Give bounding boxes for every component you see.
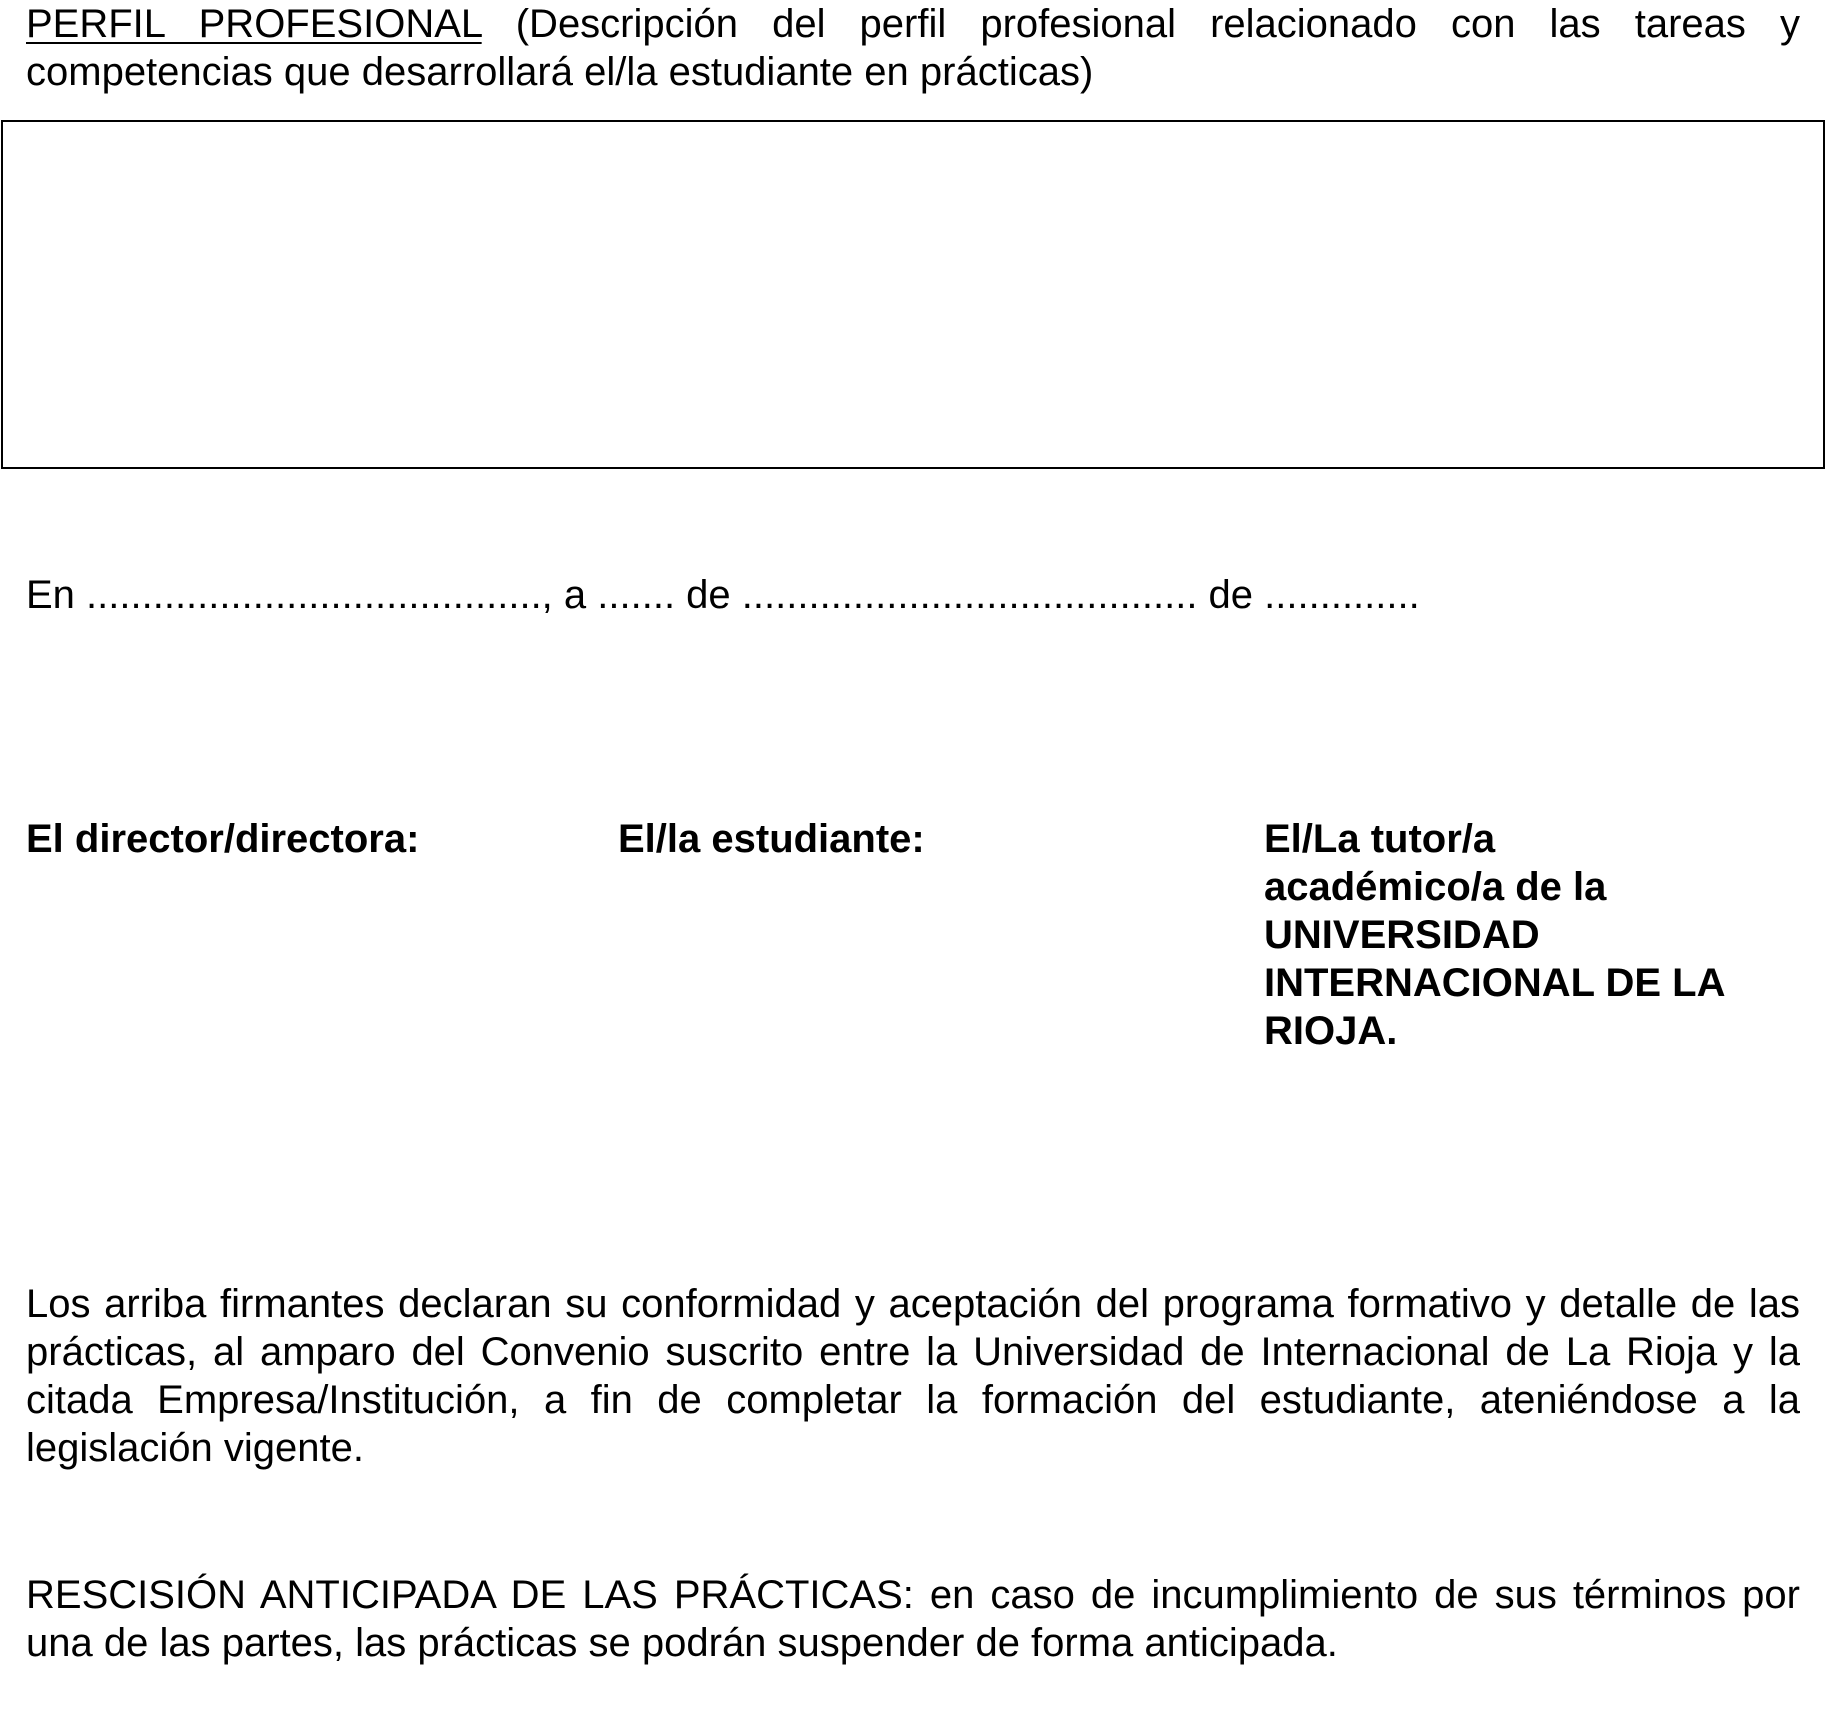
student-signature-label: El/la estudiante:	[618, 817, 925, 861]
tutor-label-line: INTERNACIONAL DE LA	[1264, 961, 1726, 1005]
profile-heading	[26, 0, 1800, 96]
tutor-label-line: UNIVERSIDAD	[1264, 913, 1540, 957]
early-rescission-clause: RESCISIÓN ANTICIPADA DE LAS PRÁCTICAS: en caso de incumplimiento de sus términos por una de las partes, las prácticas se podrán suspender de forma anticipada.	[26, 1573, 1800, 1665]
tutor-label-line: académico/a de la	[1264, 865, 1607, 909]
tutor-label-line: El/La tutor/a	[1264, 817, 1496, 861]
conformity-declaration: Los arriba firmantes declaran su conformidad y aceptación del programa formativo y detalle de las prácticas, al amparo del Convenio suscrito entre la Universidad de Internacional de La Rioja y la citada Empresa/Institución, a fin de completar la formación del estudiante, ateniéndose a la legislación vigente.	[26, 1282, 1800, 1470]
tutor-signature-label	[1264, 815, 1784, 1055]
director-signature-label: El director/directora:	[26, 817, 420, 861]
profile-heading-title: PERFIL PROFESIONAL	[26, 2, 482, 46]
profile-heading-description: (Descripción del perfil profesional relacionado con las tareas y competencias que desarrollará el/la estudiante en prácticas)	[26, 2, 1800, 94]
profile-description-box[interactable]	[1, 120, 1825, 469]
tutor-label-line: RIOJA.	[1264, 1009, 1398, 1053]
date-place-line: En ........................................., a ....... de ......................................... de ..............	[26, 573, 1420, 617]
